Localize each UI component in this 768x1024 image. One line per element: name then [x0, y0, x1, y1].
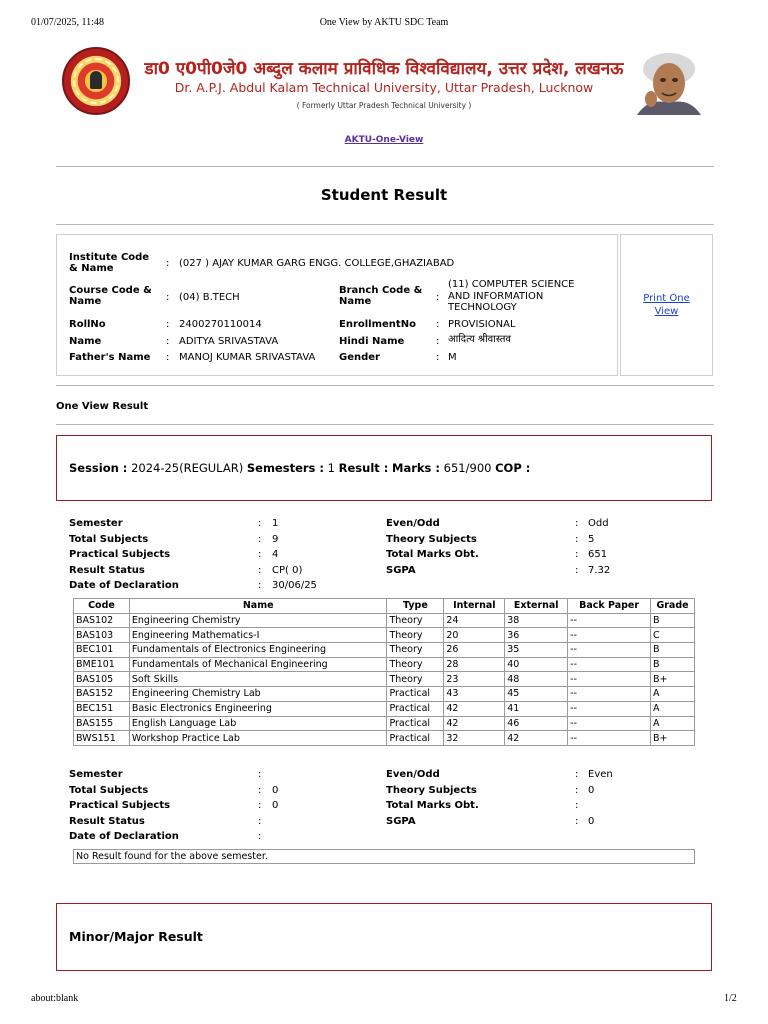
cell-name: Basic Electronics Engineering: [129, 701, 387, 716]
col-header-internal: Internal: [444, 599, 505, 614]
col-header-grade: Grade: [651, 599, 695, 614]
colon: :: [575, 769, 579, 780]
cell-code: BWS151: [74, 731, 130, 746]
divider: [56, 424, 714, 425]
cell-name: Engineering Mathematics-I: [129, 628, 387, 643]
cell-type: Theory: [387, 613, 444, 628]
table-row: [74, 643, 695, 658]
cell-name: Engineering Chemistry: [129, 613, 387, 628]
even-odd-value: Odd: [588, 518, 609, 529]
cell-external: 36: [505, 628, 568, 643]
cell-type: Practical: [387, 731, 444, 746]
cell-back-paper: --: [568, 731, 651, 746]
print-title: One View by AKTU SDC Team: [319, 17, 449, 28]
cell-name: Soft Skills: [129, 672, 387, 687]
colon: :: [258, 549, 262, 561]
father-name-value: MANOJ KUMAR SRIVASTAVA: [179, 352, 316, 363]
total-marks-obt-label: Total Marks Obt.: [386, 549, 479, 561]
table-row: [74, 628, 695, 643]
cell-grade: B+: [651, 731, 695, 746]
semester-label: Semester: [69, 518, 123, 529]
kalam-portrait-image: [629, 47, 705, 115]
university-name-english: Dr. A.P.J. Abdul Kalam Technical University, Uttar Pradesh, Lucknow: [174, 80, 594, 95]
university-name-hindi: डा0 ए0पी0जे0 अब्दुल कलाम प्राविधिक विश्वविद्यालय, उत्तर प्रदेश, लखनऊ: [144, 59, 624, 79]
branch-value: (11) COMPUTER SCIENCE AND INFORMATION TECHNOLOGY: [448, 279, 575, 313]
result-status-label: Result Status: [69, 564, 145, 576]
cell-grade: B+: [651, 672, 695, 687]
practical-subjects-value: 4: [272, 549, 279, 561]
institute-value: (027 ) AJAY KUMAR GARG ENGG. COLLEGE,GHAZIABAD: [179, 258, 455, 269]
hindi-name-label: Hindi Name: [339, 336, 405, 347]
cell-code: BEC151: [74, 701, 130, 716]
even-odd-label: Even/Odd: [386, 769, 440, 780]
cop-label: COP :: [495, 461, 531, 475]
cell-internal: 32: [444, 731, 505, 746]
gender-value: M: [448, 352, 457, 363]
divider: [56, 385, 714, 386]
print-page-number: 1/2: [724, 993, 737, 1004]
cell-type: Theory: [387, 657, 444, 672]
marks-table: [73, 598, 695, 746]
col-header-back-paper: Back Paper: [568, 599, 651, 614]
colon: :: [575, 784, 579, 796]
father-name-label: Father's Name: [69, 352, 151, 363]
semesters-value: 1: [327, 461, 335, 475]
colon: :: [166, 258, 170, 269]
colon: :: [258, 564, 262, 576]
marks-label: Marks :: [392, 461, 441, 475]
col-header-name: Name: [129, 599, 387, 614]
colon: :: [258, 518, 262, 529]
colon: :: [436, 292, 440, 303]
cell-external: 40: [505, 657, 568, 672]
cell-back-paper: --: [568, 657, 651, 672]
even-odd-label: Even/Odd: [386, 518, 440, 529]
colon: :: [166, 352, 170, 363]
colon: :: [166, 319, 170, 330]
colon: :: [258, 784, 262, 796]
institute-label: Institute Code & Name: [69, 252, 150, 274]
cell-back-paper: --: [568, 643, 651, 658]
cell-grade: B: [651, 657, 695, 672]
colon: :: [575, 800, 579, 812]
colon: :: [258, 831, 262, 843]
colon: :: [166, 292, 170, 303]
cell-code: BME101: [74, 657, 130, 672]
name-value: ADITYA SRIVASTAVA: [179, 336, 279, 347]
date-of-declaration-label: Date of Declaration: [69, 831, 179, 843]
sgpa-label: SGPA: [386, 564, 416, 576]
table-row: [74, 701, 695, 716]
colon: :: [436, 336, 440, 347]
total-marks-obt-label: Total Marks Obt.: [386, 800, 479, 812]
theory-subjects-label: Theory Subjects: [386, 784, 477, 796]
cell-name: Engineering Chemistry Lab: [129, 687, 387, 702]
cell-external: 35: [505, 643, 568, 658]
roll-label: RollNo: [69, 319, 106, 330]
colon: :: [258, 580, 262, 592]
cell-internal: 28: [444, 657, 505, 672]
table-header-row: [74, 599, 695, 614]
aktu-one-view-link[interactable]: AKTU-One-View: [344, 135, 424, 145]
cell-name: Fundamentals of Mechanical Engineering: [129, 657, 387, 672]
table-row: [74, 613, 695, 628]
cell-type: Theory: [387, 672, 444, 687]
print-box: [620, 234, 713, 376]
name-label: Name: [69, 336, 102, 347]
colon: :: [436, 352, 440, 363]
colon: :: [575, 533, 579, 545]
cell-grade: A: [651, 701, 695, 716]
theory-subjects-value: 0: [588, 784, 595, 796]
roll-value: 2400270110014: [179, 319, 262, 330]
cell-grade: A: [651, 716, 695, 731]
cell-code: BAS152: [74, 687, 130, 702]
colon: :: [166, 336, 170, 347]
cell-internal: 42: [444, 701, 505, 716]
no-result-message: No Result found for the above semester.: [73, 849, 695, 864]
course-value: (04) B.TECH: [179, 292, 240, 303]
cell-code: BAS105: [74, 672, 130, 687]
cell-type: Practical: [387, 716, 444, 731]
semesters-label: Semesters :: [246, 461, 324, 475]
cell-grade: B: [651, 613, 695, 628]
cell-external: 41: [505, 701, 568, 716]
date-of-declaration-label: Date of Declaration: [69, 580, 179, 592]
result-status-label: Result Status: [69, 815, 145, 827]
one-view-result-title: One View Result: [56, 401, 149, 412]
marks-value: 651/900: [443, 461, 492, 475]
session-summary: [69, 461, 530, 475]
practical-subjects-value: 0: [272, 800, 279, 812]
session-label: Session :: [69, 461, 128, 475]
semester-value: 1: [272, 518, 279, 529]
university-formerly: ( Formerly Uttar Pradesh Technical University ): [296, 101, 472, 110]
total-marks-obt-value: 651: [588, 549, 608, 561]
gender-label: Gender: [339, 352, 380, 363]
session-value: 2024-25(REGULAR): [131, 461, 244, 475]
colon: :: [436, 319, 440, 330]
course-label: Course Code & Name: [69, 285, 152, 307]
cell-grade: C: [651, 628, 695, 643]
divider: [56, 166, 714, 167]
sgpa-value: 7.32: [588, 564, 611, 576]
cell-back-paper: --: [568, 672, 651, 687]
colon: :: [258, 533, 262, 545]
cell-back-paper: --: [568, 628, 651, 643]
cell-external: 42: [505, 731, 568, 746]
cell-internal: 24: [444, 613, 505, 628]
branch-label: Branch Code & Name: [339, 285, 423, 307]
cell-grade: A: [651, 687, 695, 702]
result-label: Result :: [338, 461, 389, 475]
cell-internal: 26: [444, 643, 505, 658]
cell-code: BAS155: [74, 716, 130, 731]
cell-external: 45: [505, 687, 568, 702]
university-seal-logo: [62, 47, 130, 115]
cell-internal: 23: [444, 672, 505, 687]
colon: :: [258, 800, 262, 812]
table-row: [74, 716, 695, 731]
practical-subjects-label: Practical Subjects: [69, 549, 171, 561]
print-one-view-link[interactable]: Print One View: [643, 293, 690, 317]
cell-back-paper: --: [568, 701, 651, 716]
theory-subjects-value: 5: [588, 533, 595, 545]
total-subjects-label: Total Subjects: [69, 533, 149, 545]
col-header-external: External: [505, 599, 568, 614]
date-of-declaration-value: 30/06/25: [272, 580, 317, 592]
col-header-code: Code: [74, 599, 130, 614]
print-datetime: 01/07/2025, 11:48: [31, 17, 104, 28]
total-subjects-label: Total Subjects: [69, 784, 149, 796]
table-row: [74, 657, 695, 672]
enrollment-value: PROVISIONAL: [448, 319, 516, 330]
hindi-name-value: आदित्य श्रीवास्तव: [448, 334, 511, 345]
cell-type: Theory: [387, 643, 444, 658]
enrollment-label: EnrollmentNo: [339, 319, 416, 330]
table-row: [74, 687, 695, 702]
page-title: Student Result: [320, 186, 448, 204]
cell-code: BAS102: [74, 613, 130, 628]
cell-internal: 43: [444, 687, 505, 702]
minor-major-result-title: Minor/Major Result: [69, 929, 203, 944]
cell-internal: 42: [444, 716, 505, 731]
cell-back-paper: --: [568, 716, 651, 731]
practical-subjects-label: Practical Subjects: [69, 800, 171, 812]
cell-external: 48: [505, 672, 568, 687]
total-subjects-value: 9: [272, 533, 279, 545]
cell-name: English Language Lab: [129, 716, 387, 731]
colon: :: [258, 769, 262, 780]
print-url: about:blank: [31, 993, 79, 1004]
cell-back-paper: --: [568, 687, 651, 702]
cell-code: BAS103: [74, 628, 130, 643]
colon: :: [575, 549, 579, 561]
result-status-value: CP( 0): [272, 564, 303, 576]
cell-internal: 20: [444, 628, 505, 643]
cell-code: BEC101: [74, 643, 130, 658]
table-row: [74, 731, 695, 746]
theory-subjects-label: Theory Subjects: [386, 533, 477, 545]
table-row: [74, 672, 695, 687]
total-subjects-value: 0: [272, 784, 279, 796]
sgpa-label: SGPA: [386, 815, 416, 827]
even-odd-value: Even: [588, 769, 613, 780]
cell-back-paper: --: [568, 613, 651, 628]
cell-grade: B: [651, 643, 695, 658]
colon: :: [575, 815, 579, 827]
divider: [56, 224, 714, 225]
colon: :: [575, 564, 579, 576]
cell-name: Workshop Practice Lab: [129, 731, 387, 746]
colon: :: [575, 518, 579, 529]
cell-external: 38: [505, 613, 568, 628]
sgpa-value: 0: [588, 815, 595, 827]
cell-type: Practical: [387, 687, 444, 702]
cell-type: Theory: [387, 628, 444, 643]
colon: :: [258, 815, 262, 827]
cell-external: 46: [505, 716, 568, 731]
col-header-type: Type: [387, 599, 444, 614]
cell-type: Practical: [387, 701, 444, 716]
semester-label: Semester: [69, 769, 123, 780]
cell-name: Fundamentals of Electronics Engineering: [129, 643, 387, 658]
